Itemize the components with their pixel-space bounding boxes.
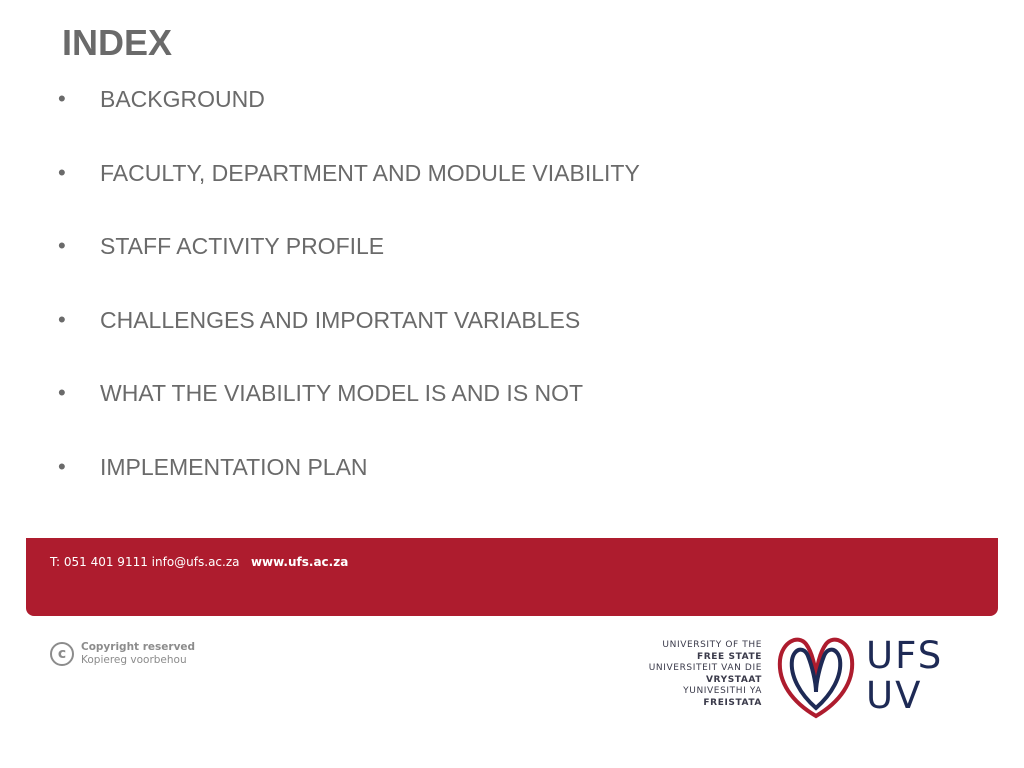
index-list [58, 84, 640, 525]
index-item-challenges [58, 305, 640, 379]
index-item-label: STAFF ACTIVITY PROFILE [100, 233, 385, 259]
uni-name-line: YUNIVESITHI YA [683, 686, 762, 696]
index-item-label: BACKGROUND [100, 86, 265, 112]
ufs-wordmark-line2: UV [866, 674, 923, 717]
uni-name-line: FREISTATA [703, 697, 762, 708]
index-item-viability [58, 158, 640, 232]
index-item-model [58, 378, 640, 452]
uni-name-line: VRYSTAAT [705, 674, 762, 685]
copyright-icon: c [50, 642, 74, 666]
copyright-line-en: Copyright reserved [81, 641, 196, 653]
slide-title: INDEX [62, 22, 173, 63]
ufs-wordmark-line1: UFS [866, 634, 944, 677]
university-names [649, 640, 762, 709]
logo-inner-loop [792, 650, 841, 708]
index-item-label: WHAT THE VIABILITY MODEL IS AND IS NOT [100, 380, 584, 406]
bullet-icon: • [58, 306, 66, 332]
index-item-staff-activity [58, 231, 640, 305]
footer-band [26, 538, 998, 616]
copyright-line-af: Kopiereg voorbehou [81, 654, 187, 666]
contact-details: T: 051 401 9111 info@ufs.ac.za [50, 555, 240, 569]
index-item-label: IMPLEMENTATION PLAN [100, 453, 368, 480]
index-item-implementation [58, 452, 640, 526]
website-link[interactable]: www.ufs.ac.za [250, 555, 349, 569]
bullet-icon: • [58, 159, 66, 185]
footer-contact [50, 555, 348, 569]
ufs-wordmark [866, 636, 943, 716]
uni-name-line: UNIVERSITEIT VAN DIE [648, 663, 762, 673]
index-item-background [58, 84, 640, 158]
uni-name-line: UNIVERSITY OF THE [662, 640, 762, 650]
bullet-icon: • [58, 86, 66, 111]
copyright-notice [50, 641, 195, 667]
bullet-icon: • [58, 380, 66, 405]
bullet-icon: • [58, 453, 66, 479]
uni-name-line: FREE STATE [697, 651, 762, 662]
bullet-icon: • [58, 233, 66, 258]
index-item-label: FACULTY, DEPARTMENT AND MODULE VIABILITY [100, 159, 640, 186]
copyright-text [81, 641, 195, 667]
ufs-logo-icon [774, 632, 858, 722]
index-item-label: CHALLENGES AND IMPORTANT VARIABLES [100, 306, 581, 333]
